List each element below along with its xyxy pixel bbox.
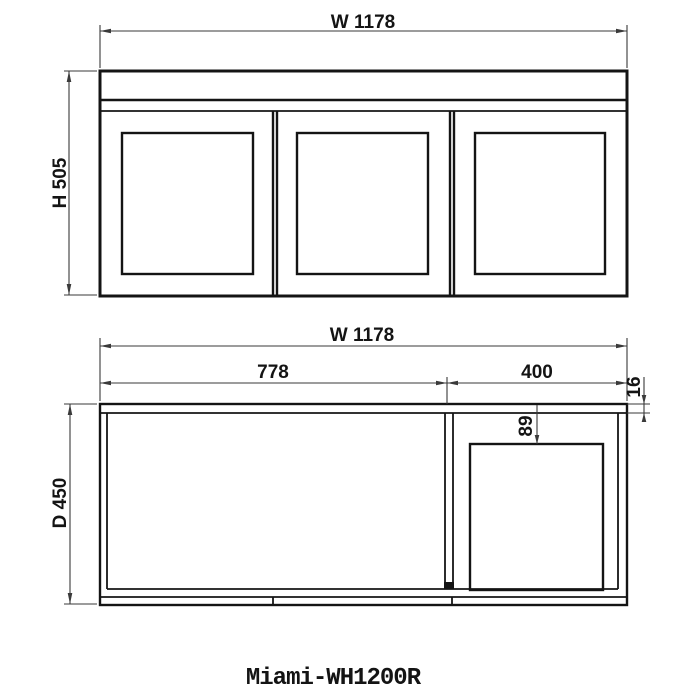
front-width-arrow-right [616, 29, 627, 34]
plan-left-section-arrow-left [100, 381, 111, 386]
plan-width-label: W 1178 [329, 325, 395, 346]
plan-thickness-label: 16 [624, 376, 645, 398]
front-view [100, 71, 627, 296]
plan-right-cutout-box [470, 444, 603, 590]
plan-depth-label: D 450 [50, 477, 71, 529]
plan-depth-arrow-bottom [68, 593, 73, 604]
plan-depth-arrow-top [68, 404, 73, 415]
front-height-dimension [50, 71, 97, 295]
plan-left-section-arrow-right [436, 381, 447, 386]
front-width-label: W 1178 [330, 12, 396, 33]
plan-view [100, 404, 627, 605]
front-width-arrow-left [100, 29, 111, 34]
front-height-arrow-top [67, 71, 72, 82]
plan-section-dimensions [100, 362, 627, 404]
plan-right-section-label: 400 [521, 362, 553, 383]
front-door-panel-2 [297, 133, 428, 274]
plan-left-section-label: 778 [257, 362, 289, 383]
plan-partition-foot-block [444, 582, 454, 589]
front-height-label: H 505 [50, 157, 71, 209]
product-code-title: Miami-WH1200R [245, 665, 421, 692]
plan-thickness-arrow-bottom [642, 413, 647, 422]
front-cabinet-outline [100, 71, 627, 296]
front-width-dimension [100, 12, 627, 68]
plan-width-arrow-right [616, 344, 627, 349]
front-door-panel-3 [475, 133, 605, 274]
plan-depth-dimension [50, 404, 97, 604]
plan-right-section-arrow-left [447, 381, 458, 386]
plan-cutout-inset-dimension [516, 405, 539, 444]
front-height-arrow-bottom [67, 284, 72, 295]
plan-width-arrow-left [100, 344, 111, 349]
plan-inset-label: 89 [516, 415, 537, 437]
front-door-panel-1 [122, 133, 253, 274]
plan-cabinet-outline [100, 404, 627, 605]
